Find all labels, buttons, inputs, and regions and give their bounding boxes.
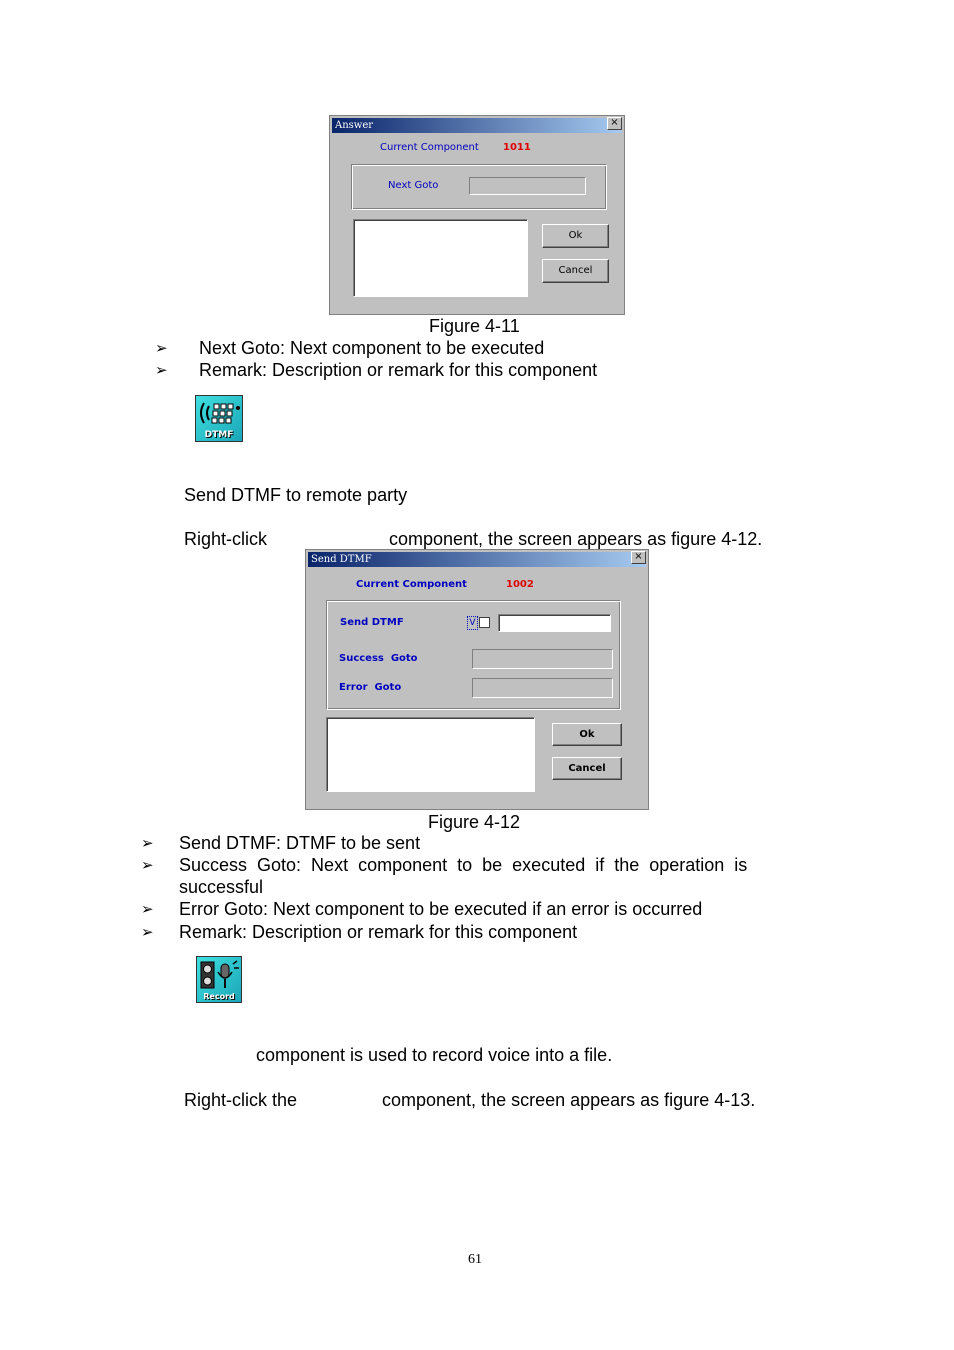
dialog-title: Answer bbox=[332, 118, 622, 133]
bullet-icon: ➢ bbox=[141, 856, 154, 874]
close-icon[interactable]: × bbox=[607, 117, 622, 130]
current-component-value: 1011 bbox=[503, 142, 531, 153]
next-goto-field[interactable] bbox=[469, 177, 586, 195]
cancel-button[interactable]: Cancel bbox=[542, 259, 609, 283]
bullet-text-continued: successful bbox=[179, 877, 264, 897]
remark-textarea[interactable] bbox=[326, 717, 535, 792]
dtmf-description: Send DTMF to remote party bbox=[184, 485, 408, 505]
success-goto-field[interactable] bbox=[472, 649, 613, 669]
bullet-text: Error Goto: Next component to be executed if an error is occurred bbox=[179, 899, 703, 919]
send-dtmf-dialog bbox=[305, 549, 649, 810]
bullet-icon: ➢ bbox=[155, 361, 168, 379]
send-dtmf-input[interactable] bbox=[498, 614, 611, 632]
success-goto-label: Success Goto bbox=[339, 653, 418, 664]
bullet-text: Success Goto: Next component to be executed if the operation is bbox=[179, 855, 748, 875]
record-icon-label: Record bbox=[203, 992, 235, 1001]
bullet-icon: ➢ bbox=[141, 923, 154, 941]
current-component-label: Current Component bbox=[380, 142, 479, 153]
record-component-icon bbox=[196, 956, 242, 1003]
bullet-icon: ➢ bbox=[141, 834, 154, 852]
error-goto-field[interactable] bbox=[472, 678, 613, 698]
bullet-text: Send DTMF: DTMF to be sent bbox=[179, 833, 421, 853]
record-description: component is used to record voice into a file. bbox=[256, 1045, 613, 1065]
dialog-title: Send DTMF bbox=[308, 552, 646, 567]
bullet-icon: ➢ bbox=[155, 339, 168, 357]
dtmf-icon-label: DTMF bbox=[204, 430, 234, 440]
ok-button[interactable]: Ok bbox=[542, 224, 609, 248]
figure-caption: Figure 4-11 bbox=[429, 316, 520, 336]
rightclick-text-b: component, the screen appears as figure 4-12. bbox=[389, 529, 763, 549]
close-icon[interactable]: × bbox=[631, 551, 646, 564]
rightclick-text-b: component, the screen appears as figure 4-13. bbox=[382, 1090, 756, 1110]
rightclick-text-a: Right-click bbox=[184, 529, 268, 549]
record-microphone-icon bbox=[197, 958, 241, 992]
rightclick-text-a: Right-click the bbox=[184, 1090, 298, 1110]
bullet-text: Next Goto: Next component to be executed bbox=[199, 338, 545, 358]
figure-caption: Figure 4-12 bbox=[428, 812, 521, 832]
current-component-value: 1002 bbox=[506, 579, 534, 590]
error-goto-label: Error Goto bbox=[339, 682, 402, 693]
send-dtmf-label: Send DTMF bbox=[340, 617, 404, 628]
bullet-icon: ➢ bbox=[141, 900, 154, 918]
page-number: 61 bbox=[468, 1252, 482, 1267]
current-component-label: Current Component bbox=[356, 579, 467, 590]
next-goto-label: Next Goto bbox=[388, 180, 439, 191]
answer-dialog bbox=[329, 115, 625, 315]
checkbox[interactable] bbox=[479, 617, 490, 628]
dtmf-component-icon bbox=[195, 395, 243, 442]
remark-textarea[interactable] bbox=[353, 219, 528, 297]
cancel-button[interactable]: Cancel bbox=[552, 757, 622, 780]
ok-button[interactable]: Ok bbox=[552, 723, 622, 746]
dtmf-keypad-icon bbox=[196, 398, 242, 428]
bullet-text: Remark: Description or remark for this component bbox=[179, 922, 578, 942]
checkbox-checked[interactable]: V bbox=[467, 616, 478, 630]
bullet-text: Remark: Description or remark for this component bbox=[199, 360, 598, 380]
